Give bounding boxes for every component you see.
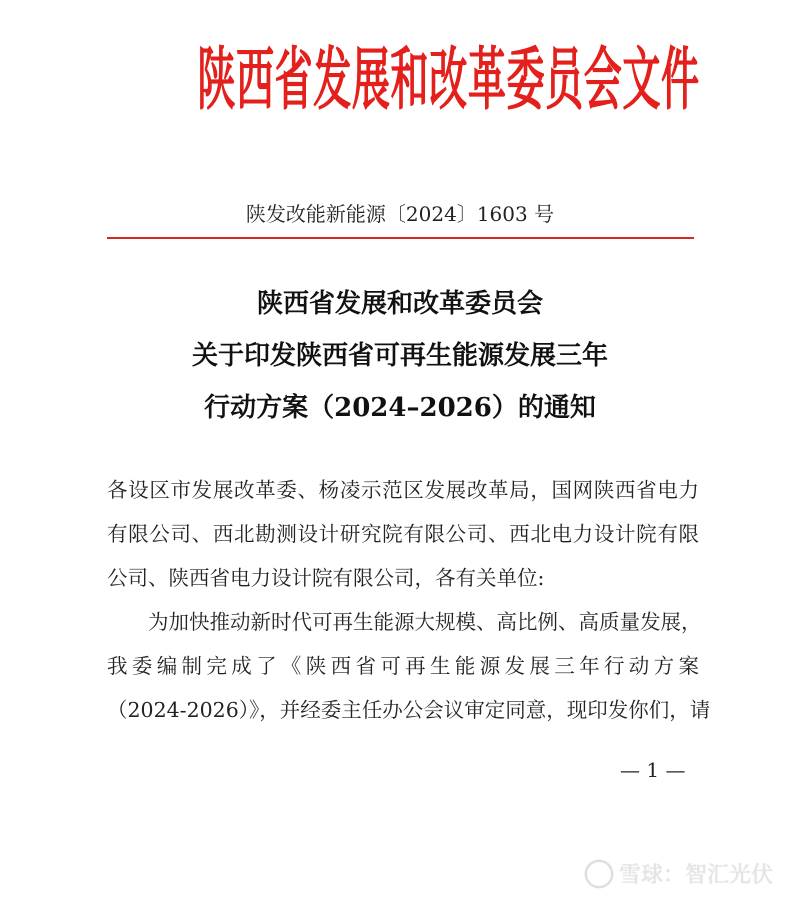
page-number: — 1 — bbox=[620, 758, 686, 782]
title-line: 关于印发陕西省可再生能源发展三年 bbox=[191, 341, 608, 371]
watermark bbox=[585, 858, 773, 889]
body-line: （2024-2026）》，并经委主任办公会议审定同意，现印发你们，请 bbox=[107, 698, 711, 722]
body-line: 有限公司、西北勘测设计研究院有限公司、西北电力设计院有限 bbox=[107, 522, 699, 546]
title-line: 行动方案（2024–2026）的通知 bbox=[204, 393, 596, 423]
red-divider bbox=[107, 237, 694, 239]
agency-banner: 陕西省发展和改革委员会文件 bbox=[197, 41, 700, 120]
document-body bbox=[107, 468, 711, 732]
xueqiu-logo-icon bbox=[585, 860, 613, 888]
body-line: 各设区市发展改革委、杨凌示范区发展改革局，国网陕西省电力 bbox=[107, 478, 699, 502]
watermark-text: 雪球：智汇光伏 bbox=[619, 863, 774, 888]
body-line: 我委编制完成了《陕西省可再生能源发展三年行动方案 bbox=[107, 654, 699, 678]
title-line: 陕西省发展和改革委员会 bbox=[256, 289, 543, 319]
body-line: 为加快推动新时代可再生能源大规模、高比例、高质量发展， bbox=[148, 610, 702, 634]
document-number: 陕发改能新能源〔2024〕1603 号 bbox=[245, 202, 555, 226]
body-line: 公司、陕西省电力设计院有限公司，各有关单位: bbox=[107, 566, 545, 590]
document-title bbox=[0, 278, 800, 434]
